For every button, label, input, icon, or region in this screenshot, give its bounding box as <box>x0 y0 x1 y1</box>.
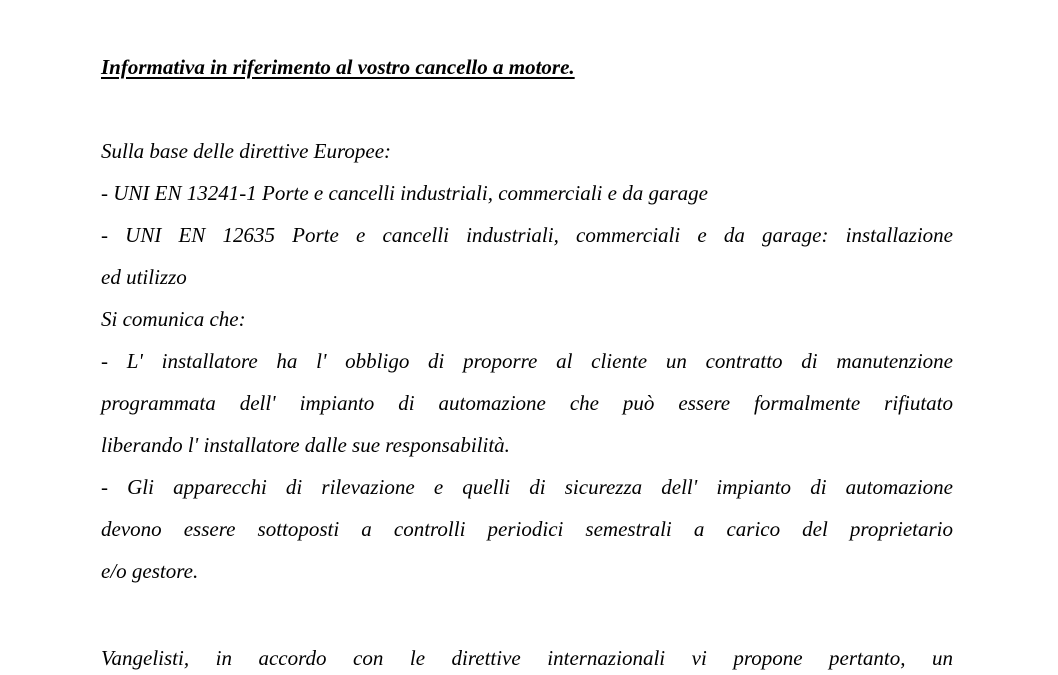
directive-item-13241: - UNI EN 13241-1 Porte e cancelli industriali, commerciali e da garage <box>101 181 708 205</box>
installer-obligation-line-2: programmata dell' impianto di automazione che può essere formalmente rifiutato <box>101 391 953 415</box>
directive-item-12635: - UNI EN 12635 Porte e cancelli industriali, commerciali e da garage: installazione <box>101 223 953 247</box>
safety-devices-line-3: e/o gestore. <box>101 559 199 583</box>
directive-item-12635-continuation: ed utilizzo <box>101 265 187 289</box>
installer-obligation-line-3: liberando l' installatore dalle sue responsabilità. <box>101 433 510 457</box>
safety-devices-line-2: devono essere sottoposti a controlli periodici semestrali a carico del proprietario <box>101 517 953 541</box>
safety-devices-line-1: - Gli apparecchi di rilevazione e quelli di sicurezza dell' impianto di automazione <box>101 475 953 499</box>
installer-obligation-line-1: - L' installatore ha l' obbligo di proporre al cliente un contratto di manutenzione <box>101 349 953 373</box>
notice-heading: Si comunica che: <box>101 307 246 331</box>
intro-line: Sulla base delle direttive Europee: <box>101 139 392 163</box>
document-title: Informativa in riferimento al vostro cancello a motore. <box>101 55 575 79</box>
proposal-line-1: Vangelisti, in accordo con le direttive internazionali vi propone pertanto, un <box>101 646 953 670</box>
